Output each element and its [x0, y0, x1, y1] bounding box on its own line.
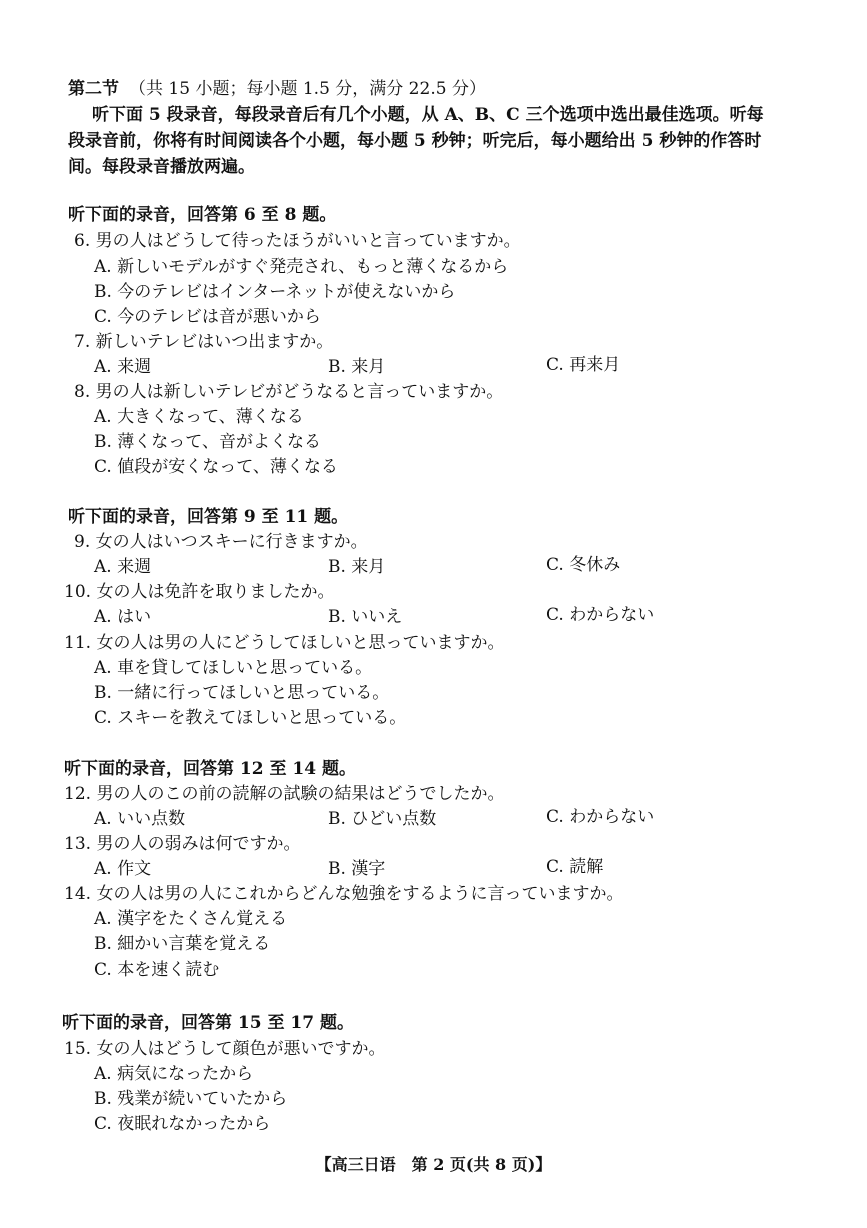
option: B. 薄くなって、音がよくなる — [94, 432, 321, 452]
option: B. 来月 — [328, 357, 386, 377]
option: B. 一緒に行ってほしいと思っている。 — [94, 683, 390, 703]
option: A. はい — [94, 607, 152, 627]
option: A. 来週 — [94, 557, 152, 577]
option: B. いいえ — [328, 607, 403, 627]
question-text: 6. 男の人はどうして待ったほうがいいと言っていますか。 — [74, 231, 521, 251]
question-text: 14. 女の人は男の人にこれからどんな勉強をするように言っていますか。 — [64, 884, 624, 904]
instruction-line-3: 间。每段录音播放两遍。 — [68, 157, 255, 177]
section-heading: 第二节 — [68, 79, 119, 99]
section-header — [68, 78, 486, 100]
question-text: 12. 男の人のこの前の読解の試験の結果はどうでしたか。 — [64, 784, 505, 804]
option: A. 病気になったから — [94, 1064, 254, 1084]
group-prompt: 听下面的录音，回答第 9 至 11 题。 — [68, 507, 349, 527]
option: A. 車を貸してほしいと思っている。 — [94, 658, 373, 678]
option: C. 読解 — [546, 857, 604, 877]
option: C. わからない — [546, 605, 655, 625]
section-scoring: （共 15 小题；每小题 1.5 分，满分 22.5 分） — [129, 79, 486, 99]
option: B. 細かい言葉を覚える — [94, 934, 271, 954]
question-text: 10. 女の人は免許を取りましたか。 — [64, 582, 335, 602]
option: B. 漢字 — [328, 859, 386, 879]
option: C. 再来月 — [546, 355, 621, 375]
option: A. いい点数 — [94, 809, 186, 829]
group-prompt: 听下面的录音，回答第 15 至 17 题。 — [62, 1013, 354, 1033]
option: C. わからない — [546, 807, 655, 827]
option: C. 本を速く読む — [94, 960, 220, 980]
option: C. 値段が安くなって、薄くなる — [94, 457, 338, 477]
option: B. 残業が続いていたから — [94, 1089, 288, 1109]
question-text: 8. 男の人は新しいテレビがどうなると言っていますか。 — [74, 382, 504, 402]
page-footer: 【高三日语 第 2 页(共 8 页)】 — [315, 1155, 552, 1174]
question-text: 11. 女の人は男の人にどうしてほしいと思っていますか。 — [64, 633, 505, 653]
option: A. 新しいモデルがすぐ発売され、もっと薄くなるから — [94, 257, 509, 277]
option: B. 来月 — [328, 557, 386, 577]
question-text: 15. 女の人はどうして顔色が悪いですか。 — [64, 1039, 386, 1059]
option: A. 作文 — [94, 859, 152, 879]
option: A. 漢字をたくさん覚える — [94, 909, 288, 929]
option: C. 冬休み — [546, 555, 621, 575]
question-text: 7. 新しいテレビはいつ出ますか。 — [74, 332, 334, 352]
instruction-line-1: 听下面 5 段录音，每段录音后有几个小题，从 A、B、C 三个选项中选出最佳选项。听每 — [92, 105, 764, 125]
option: B. ひどい点数 — [328, 809, 437, 829]
group-prompt: 听下面的录音，回答第 12 至 14 题。 — [64, 759, 356, 779]
group-prompt: 听下面的录音，回答第 6 至 8 题。 — [68, 205, 337, 225]
option: C. 夜眠れなかったから — [94, 1114, 271, 1134]
instruction-line-2: 段录音前，你将有时间阅读各个小题，每小题 5 秒钟；听完后，每小题给出 5 秒钟的作答时 — [68, 131, 762, 151]
question-text: 9. 女の人はいつスキーに行きますか。 — [74, 532, 368, 552]
question-text: 13. 男の人の弱みは何ですか。 — [64, 834, 301, 854]
option: B. 今のテレビはインターネットが使えないから — [94, 282, 456, 302]
option: A. 大きくなって、薄くなる — [94, 407, 304, 427]
option: A. 来週 — [94, 357, 152, 377]
option: C. 今のテレビは音が悪いから — [94, 307, 321, 327]
option: C. スキーを教えてほしいと思っている。 — [94, 708, 407, 728]
